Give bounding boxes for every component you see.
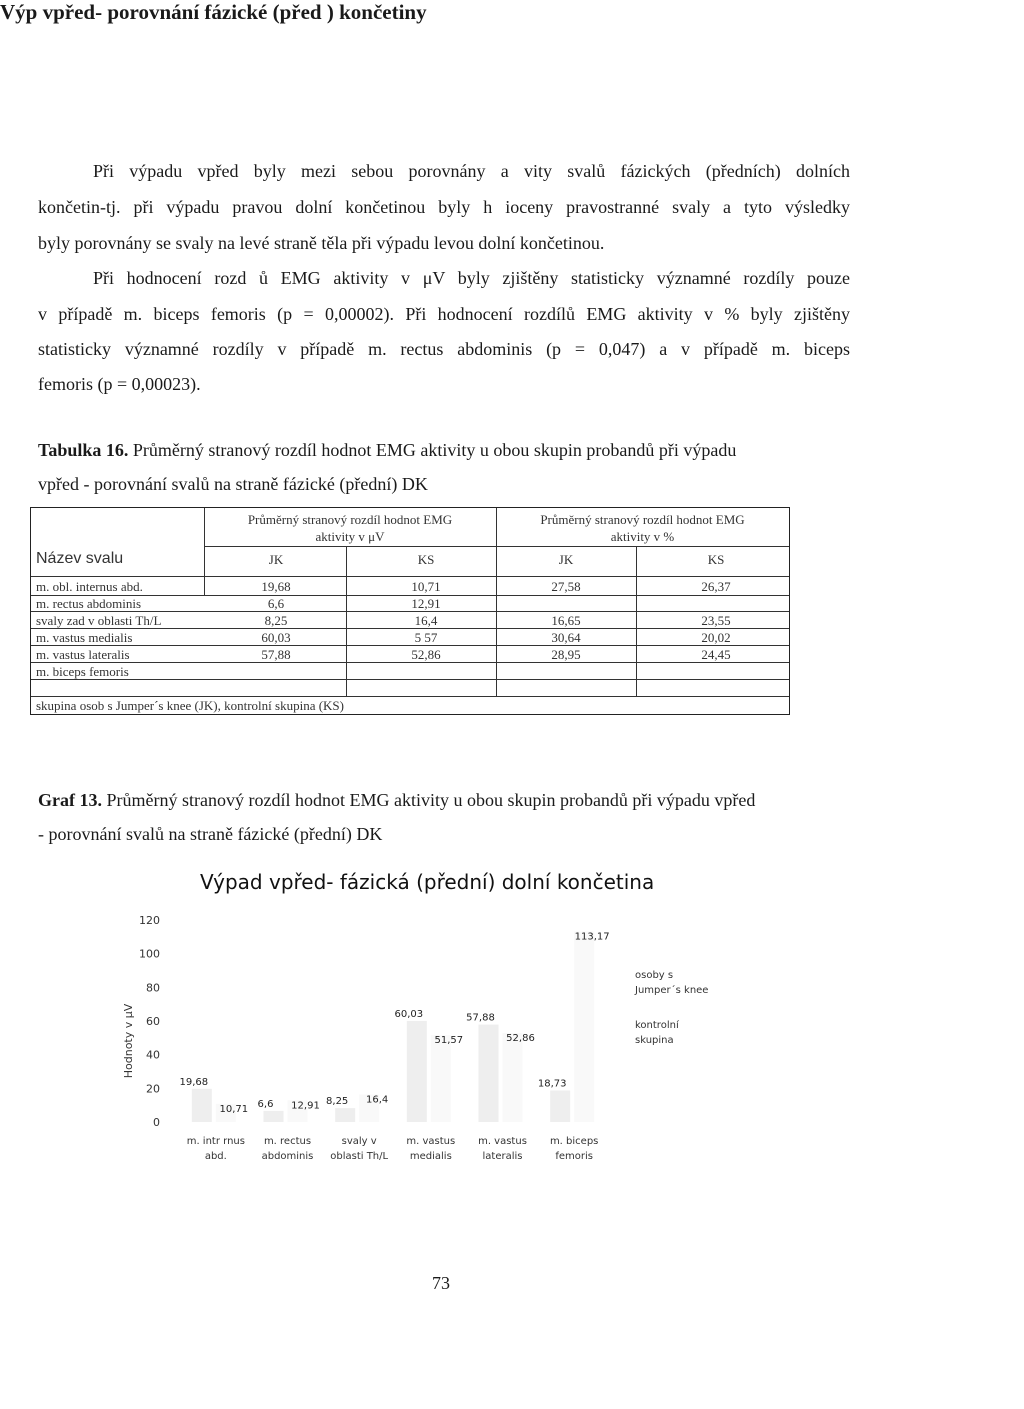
graph-caption-label: Graf 13.: [38, 790, 102, 810]
table-row-name: m. vastus lateralis: [36, 647, 130, 662]
paragraph-line: Při hodnocení rozd ů EMG aktivity v μV byly zjištěny statisticky významné rozdíly pouze: [93, 268, 850, 288]
y-tick-label: 40: [146, 1048, 160, 1062]
bar-jk: [407, 1021, 427, 1122]
table-cell-uv-jk: 57,88: [261, 647, 291, 662]
data-label: 12,91: [291, 1100, 320, 1112]
table-cell-pct-ks: 23,55: [701, 613, 731, 628]
bar-ks: [574, 931, 594, 1122]
x-tick-label: lateralis: [482, 1151, 523, 1162]
paragraph-line: Při výpadu vpřed byly mezi sebou porovnány a vity svalů fázických (předních) dolních: [93, 161, 850, 181]
table-cell-pct-jk: 30,64: [551, 630, 581, 645]
table-cell-pct-ks: 26,37: [701, 579, 731, 594]
data-label: 19,68: [179, 1076, 209, 1088]
data-label: 6,6: [257, 1098, 274, 1110]
bar-jk: [335, 1108, 355, 1122]
table-row-name: m. biceps femoris: [36, 664, 129, 679]
table-caption-text: Průměrný stranový rozdíl hodnot EMG aktivity u obou skupin probandů při výpadu: [128, 440, 737, 460]
paragraph-line: byly porovnány se svaly na levé straně těla při výpadu levou dolní končetinou.: [38, 233, 605, 253]
header-group-pct: Průměrný stranový rozdíl hodnot EMG aktivity v %: [540, 512, 745, 544]
section-heading: Výp vpřed- porovnání fázické (před ) končetiny: [0, 0, 427, 24]
paragraph-line: v případě m. biceps femoris (p = 0,00002). Při hodnocení rozdílů EMG aktivity v % byly zjištěny: [38, 304, 850, 324]
y-tick-label: 120: [139, 914, 160, 927]
paragraph-line: končetin-tj. při výpadu pravou dolní končetinou byly h ioceny pravostranné svaly a tyto výsledky: [38, 197, 850, 217]
graph-caption-text: Průměrný stranový rozdíl hodnot EMG aktivity u obou skupin probandů při výpadu vpřed: [101, 790, 756, 810]
y-tick-label: 100: [139, 947, 160, 961]
x-tick-label: medialis: [409, 1151, 452, 1162]
table-caption: [38, 440, 736, 461]
x-tick-label: oblasti Th/L: [330, 1151, 389, 1162]
table-cell-uv-ks: 16,4: [414, 613, 438, 628]
table-cell-uv-jk: 8,25: [264, 613, 288, 628]
header-ks: KS: [417, 552, 435, 567]
table-cell-uv-ks: 52,86: [411, 647, 441, 662]
x-tick-label: abd.: [204, 1151, 227, 1162]
x-tick-label: svaly v: [341, 1136, 377, 1147]
table-row-name: m. vastus medialis: [36, 630, 133, 645]
bar-jk: [479, 1025, 499, 1122]
bar-jk: [192, 1089, 212, 1122]
page-number: 73: [432, 1273, 450, 1293]
data-label: 52,86: [506, 1033, 535, 1045]
table-footnote: skupina osob s Jumper´s knee (JK), kontrolní skupina (KS): [36, 698, 344, 713]
data-label: 18,73: [537, 1078, 567, 1090]
table-caption-line2: vpřed - porovnání svalů na straně fázické (přední) DK: [38, 474, 428, 494]
x-tick-label: m. vastus: [406, 1136, 456, 1147]
bar-jk: [550, 1090, 570, 1122]
bar-ks: [431, 1035, 451, 1122]
graph-caption: [38, 790, 755, 811]
y-tick-label: 0: [153, 1116, 160, 1129]
header-muscle-name: Název svalu: [36, 550, 124, 567]
x-tick-label: m. vastus: [478, 1136, 527, 1147]
header-group-uv: Průměrný stranový rozdíl hodnot EMG aktivity v μV: [247, 512, 453, 544]
table-row-name: m. obl. internus abd.: [36, 579, 143, 594]
table-cell-uv-jk: 60,03: [261, 630, 291, 645]
graph-caption-line2: - porovnání svalů na straně fázické (přední) DK: [38, 824, 383, 844]
table-cell-uv-ks: 10,71: [411, 579, 441, 594]
emg-table: [30, 507, 790, 715]
legend-entry: osoby s: [635, 970, 674, 981]
data-label: 51,57: [434, 1035, 464, 1047]
data-label: 113,17: [574, 931, 610, 943]
table-cell-uv-jk: 6,6: [267, 596, 285, 611]
table-cell-pct-jk: 16,65: [551, 613, 581, 628]
table-cell-uv-jk: 19,68: [261, 579, 291, 594]
table-cell-pct-jk: 27,58: [551, 579, 581, 594]
legend-entry: kontrolní: [635, 1020, 679, 1031]
bar-jk: [264, 1111, 284, 1122]
bar-chart: [100, 900, 740, 1200]
table-cell-pct-jk: 28,95: [551, 647, 581, 662]
chart-title: Výpad vpřed- fázická (přední) dolní končetina: [200, 870, 655, 894]
table-row-name: svaly zad v oblasti Th/L: [36, 613, 162, 628]
header-ks: KS: [707, 552, 725, 567]
bar-ks: [503, 1033, 523, 1122]
data-label: 57,88: [466, 1012, 495, 1024]
data-label: 60,03: [394, 1008, 424, 1020]
paragraph-line: femoris (p = 0,00023).: [38, 374, 201, 394]
table-cell-pct-ks: 20,02: [701, 630, 731, 645]
data-label: 16,4: [366, 1094, 389, 1106]
table-cell-uv-ks: 12,91: [411, 596, 441, 611]
x-tick-label: m. intr rnus: [186, 1136, 245, 1147]
legend-entry: Jumper´s knee: [635, 985, 709, 996]
table-row-name: m. rectus abdominis: [36, 596, 142, 611]
table-caption-label: Tabulka 16.: [38, 440, 129, 460]
data-label: 8,25: [326, 1096, 349, 1108]
x-tick-label: m. biceps: [549, 1136, 599, 1147]
header-jk: JK: [268, 552, 284, 567]
x-tick-label: abdominis: [261, 1151, 314, 1162]
y-tick-label: 60: [146, 1015, 160, 1028]
paragraph-line: statisticky významné rozdíly v případě m. rectus abdominis (p = 0,047) a v případě m. biceps: [38, 339, 850, 359]
legend-entry: skupina: [635, 1035, 674, 1046]
y-axis-label: Hodnoty v μV: [122, 1003, 135, 1079]
table-cell-uv-ks: 5 57: [414, 630, 438, 645]
table-cell-pct-ks: 24,45: [701, 647, 731, 662]
data-label: 10,71: [219, 1103, 249, 1115]
header-jk: JK: [558, 552, 574, 567]
y-tick-label: 80: [146, 981, 160, 995]
x-tick-label: m. rectus: [263, 1136, 312, 1147]
x-tick-label: femoris: [555, 1151, 593, 1162]
y-tick-label: 20: [146, 1082, 160, 1096]
